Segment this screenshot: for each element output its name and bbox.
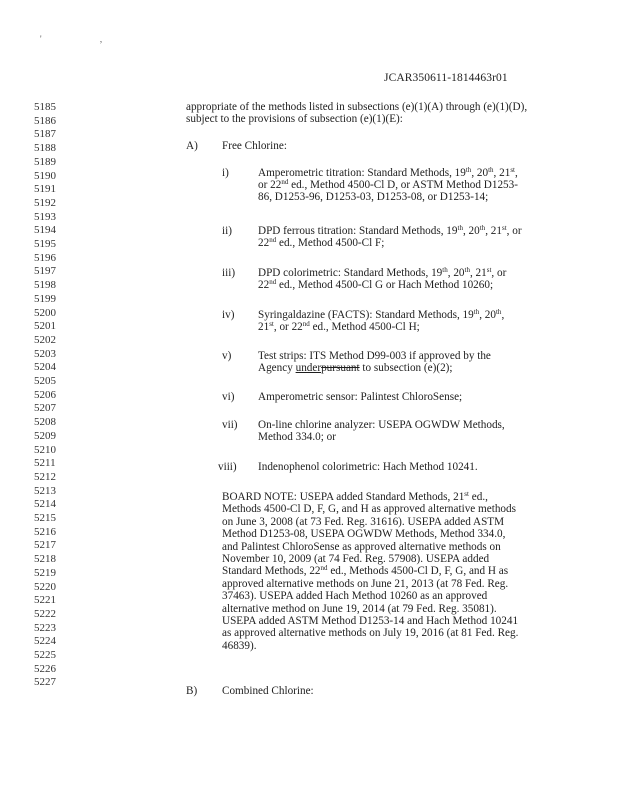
line-number: 5214: [34, 498, 56, 511]
line-number: 5219: [34, 566, 56, 579]
line-number: 5209: [34, 429, 56, 442]
line-number: 5193: [34, 210, 56, 223]
item-v-line-2: [258, 362, 453, 374]
line-number: 5212: [34, 470, 56, 483]
line-number: 5192: [34, 196, 56, 209]
line-number: 5223: [34, 621, 56, 634]
intro-line-1: appropriate of the methods listed in subsections (e)(1)(A) through (e)(1)(D),: [186, 101, 528, 113]
line-number: 5216: [34, 525, 56, 538]
line-number: 5197: [34, 265, 56, 278]
line-number: 5222: [34, 607, 56, 620]
section-b-title: Combined Chlorine:: [222, 685, 314, 697]
line-number: 5227: [34, 676, 56, 689]
line-number: 5191: [34, 183, 56, 196]
item-viii-number: viii): [218, 461, 237, 473]
line-number: 5210: [34, 443, 56, 456]
section-a-label: A): [186, 140, 198, 152]
item-iv-number: iv): [222, 309, 235, 321]
item-ii-number: ii): [222, 225, 232, 237]
item-v-number: v): [222, 350, 232, 362]
line-number: 5196: [34, 251, 56, 264]
section-a-title: Free Chlorine:: [222, 140, 287, 152]
line-number: 5199: [34, 292, 56, 305]
item-vii-line-2: Method 334.0; or: [258, 431, 336, 443]
line-number: 5207: [34, 402, 56, 415]
board-note-line: approved alternative methods on June 21, 2013 (at 78 Fed. Reg.: [222, 577, 509, 590]
item-v-line-1: Test strips: ITS Method D99-003 if approved by the: [258, 350, 491, 362]
line-number: 5215: [34, 512, 56, 524]
line-number: 5213: [34, 484, 56, 497]
line-number: 5226: [34, 662, 56, 675]
line-number: 5194: [34, 224, 56, 237]
line-number: 5225: [34, 649, 56, 661]
line-number: 5186: [34, 114, 56, 127]
line-number: 5198: [34, 279, 56, 292]
board-note-line: 46839).: [222, 639, 257, 652]
item-iv-line-2: 21st, or 22nd ed., Method 4500-Cl H;: [258, 320, 420, 333]
line-number: 5187: [34, 128, 56, 141]
line-number: 5185: [34, 101, 56, 113]
item-vii-number: vii): [222, 419, 238, 431]
line-number: 5218: [34, 553, 56, 566]
item-iv-line-1: Syringaldazine (FACTS): Standard Methods, 19th, 20th,: [258, 308, 505, 321]
line-number: 5205: [34, 375, 56, 387]
item-i-line-3: 86, D1253-96, D1253-03, D1253-08, or D1253-14;: [258, 191, 489, 203]
line-number: 5189: [34, 155, 56, 168]
board-note-line: 37463). USEPA added Hach Method 10260 as an approved: [222, 590, 488, 603]
item-v-line-2-post: to subsection (e)(2);: [359, 362, 453, 374]
item-iii-line-2: 22nd ed., Method 4500-Cl G or Hach Method 10260;: [258, 278, 494, 291]
item-v-line-2-pre: Agency: [258, 362, 296, 374]
line-number: 5208: [34, 416, 56, 429]
board-note-line: Methods 4500-Cl D, F, G, and H as approved alternative methods: [222, 503, 516, 516]
section-b-label: B): [186, 685, 198, 697]
line-number: 5220: [34, 580, 56, 593]
board-note-line: USEPA added ASTM Method D1253-14 and Hach Method 10241: [222, 615, 519, 627]
line-number: 5200: [34, 306, 56, 319]
item-vii-line-1: On-line chlorine analyzer: USEPA OGWDW Methods,: [258, 419, 505, 431]
board-note-line: and Palintest ChloroSense as approved alternative methods on: [222, 540, 501, 553]
board-note-line: as approved alternative methods on July 19, 2016 (at 81 Fed. Reg.: [222, 627, 519, 640]
scan-specks: ' ,: [40, 34, 131, 44]
deleted-text: pursuant: [321, 362, 360, 374]
board-note-line: November 10, 2009 (at 74 Fed. Reg. 57908). USEPA added: [222, 553, 490, 565]
line-number: 5190: [34, 169, 56, 182]
document-id: JCAR350611-1814463r01: [384, 72, 508, 84]
line-number: 5211: [34, 457, 56, 470]
line-number: 5201: [34, 320, 56, 333]
item-i-number: i): [222, 167, 229, 179]
line-number: 5224: [34, 635, 56, 648]
board-note-line: BOARD NOTE: USEPA added Standard Methods, 21st ed.,: [222, 490, 488, 503]
board-note-line: Standard Methods, 22nd ed., Methods 4500-Cl D, F, G, and H as: [222, 564, 509, 578]
item-iii-number: iii): [222, 267, 236, 279]
item-ii-line-1: DPD ferrous titration: Standard Methods, 19th, 20th, 21st, or: [258, 224, 522, 237]
line-number: 5203: [34, 347, 56, 360]
board-note-line: alternative method on June 19, 2014 (at 79 Fed. Reg. 35081).: [222, 602, 497, 615]
line-number: 5206: [34, 388, 56, 401]
item-i-line-2: or 22nd ed., Method 4500-Cl D, or ASTM Method D1253-: [258, 178, 518, 191]
item-viii-line-1: Indenophenol colorimetric: Hach Method 10241.: [258, 461, 478, 473]
intro-line-2: subject to the provisions of subsection (e)(1)(E):: [186, 113, 403, 125]
line-number: 5202: [34, 333, 56, 346]
board-note-line: Method D1253-08, USEPA OGWDW Methods, Method 334.0,: [222, 528, 506, 541]
item-vi-number: vi): [222, 391, 235, 403]
line-number: 5217: [34, 539, 56, 552]
line-number: 5195: [34, 238, 56, 250]
line-number: 5204: [34, 361, 56, 374]
item-iii-line-1: DPD colorimetric: Standard Methods, 19th, 20th, 21st, or: [258, 266, 507, 279]
line-number: 5188: [34, 142, 56, 155]
item-vi-line-1: Amperometric sensor: Palintest ChloroSense;: [258, 391, 463, 403]
inserted-text: under: [295, 362, 322, 374]
board-note-line: on June 3, 2008 (at 73 Fed. Reg. 31616). USEPA added ASTM: [222, 515, 505, 528]
item-ii-line-2: 22nd ed., Method 4500-Cl F;: [258, 236, 385, 249]
line-number: 5221: [34, 594, 56, 607]
item-i-line-1: Amperometric titration: Standard Methods, 19th, 20th, 21st,: [258, 166, 518, 179]
